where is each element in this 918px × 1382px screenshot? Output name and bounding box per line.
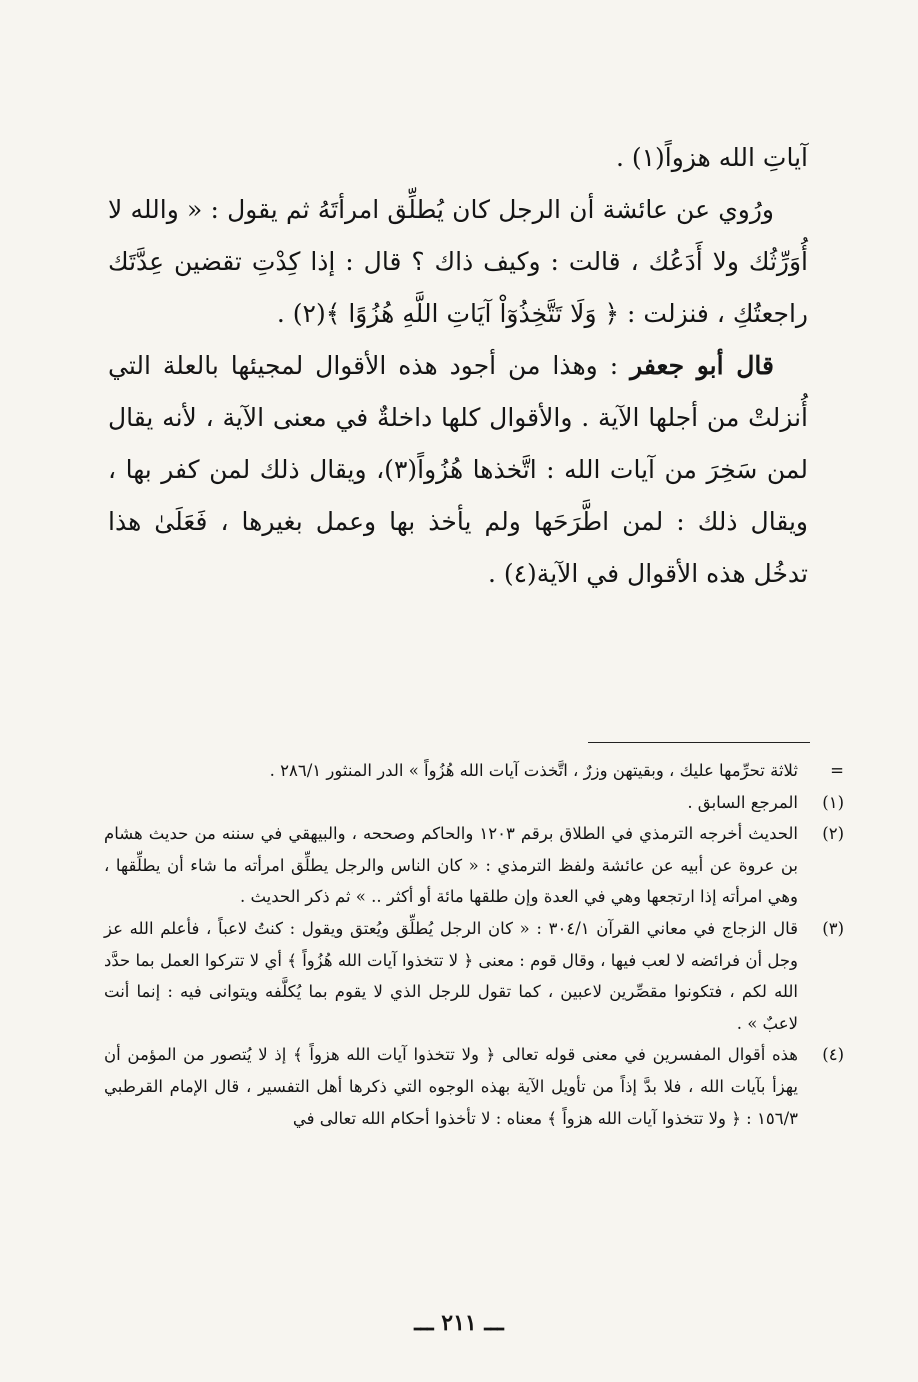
footnote-1 — [104, 787, 844, 819]
footnote-continuation — [104, 755, 844, 787]
footnote-number: (٣) — [822, 918, 844, 938]
paragraph-aisha-narration: ورُوي عن عائشة أن الرجل كان يُطلِّق امرأتَهُ ثم يقول : « والله لا أُوَرِّثُك ولا أَدَعُك ، قالت : وكيف ذاك ؟ قال : إذا كِدْتِ تقضين عِدَّتَك راجعتُكِ ، فنزلت : ﴿ وَلَا تَتَّخِذُوٓاْ آيَاتِ اللَّهِ هُزُوًا ﴾(٢) . — [108, 195, 808, 328]
footnote-2 — [104, 818, 844, 913]
footnote-number: (٤) — [822, 1045, 844, 1065]
paragraph-abu-jafar — [108, 340, 808, 600]
footnote-separator — [588, 742, 810, 743]
speaker-name: قال أبو جعفر — [630, 351, 774, 380]
footnote-text: ثلاثة تحرِّمها عليك ، وبقيتهن وزرٌ ، اتَّخذت آيات الله هُزُواً » الدر المنثور ٢٨٦/١ . — [269, 761, 798, 780]
speaker-text: : وهذا من أجود هذه الأقوال لمجيئها بالعلة التي أُنزلتْ من أجلها الآية . والأقوال كلها داخلةٌ في معنى الآية ، لأنه يقال لمن سَخِرَ من آيات الله : اتَّخذها هُزُواً(٣)، ويقال ذلك لمن كفر بها ، ويقال ذلك : لمن اطَّرَحَها ولم يأخذ بها وعمل بغيرها ، فَعَلَىٰ هذا تدخُل هذه الأقوال في الآية(٤) . — [108, 351, 808, 588]
footnote-text: الحديث أخرجه الترمذي في الطلاق برقم ١٢٠٣ والحاكم وصححه ، والبيهقي في سننه من حديث هشام بن عروة عن أبيه عن عائشة ولفظ الترمذي : « كان الناس والرجل يطلِّق امرأته ما شاء أن يطلِّقها ، وهي امرأته إذا ارتجعها وهي في العدة وإن طلقها مائة أو أكثر .. » ثم ذكر الحديث . — [104, 824, 799, 907]
paragraph-continuation: آياتِ الله هزواً(١) . — [615, 143, 808, 172]
footnote-text: المرجع السابق . — [687, 792, 798, 812]
page-number: ـــ ٢١١ ـــ — [414, 1310, 504, 1336]
footnote-text: هذه أقوال المفسرين في معنى قوله تعالى ﴿ ولا تتخذوا آيات الله هزواً ﴾ إذ لا يُتصور من المؤمن أن يهزأ بآيات الله ، فلا بدَّ إذاً من تأويل الآية بهذه الوجوه التي ذكرها أهل التفسير ، قال الإمام القرطبي ١٥٦/٣ : ﴿ ولا تتخذوا آيات الله هزواً ﴾ معناه : لا تأخذوا أحكام الله تعالى في — [104, 1045, 798, 1128]
footnote-marker: = — [830, 761, 844, 780]
footnote-number: (١) — [822, 792, 844, 812]
footnote-number: (٢) — [822, 824, 844, 844]
footnotes — [104, 755, 844, 1134]
main-text — [108, 132, 808, 600]
footnote-4 — [104, 1039, 844, 1134]
footnote-text: قال الزجاج في معاني القرآن ٣٠٤/١ : « كان الرجل يُطلِّق ويُعتق ويقول : كنتُ لاعباً ، فأعلم الله عز وجل أن فرائضه لا لعب فيها ، وقال قوم : معنى ﴿ لا تتخذوا آيات الله هُزُواً ﴾ أي لا تتركوا العمل بما حدَّد الله لكم ، فتكونوا مقصِّرين لاعبين ، كما تقول للرجل الذي لا يقوم بما يُكلَّفه ويتوانى فيه : إنما أنت لاعبٌ » . — [104, 918, 799, 1033]
footnote-3 — [104, 913, 844, 1039]
